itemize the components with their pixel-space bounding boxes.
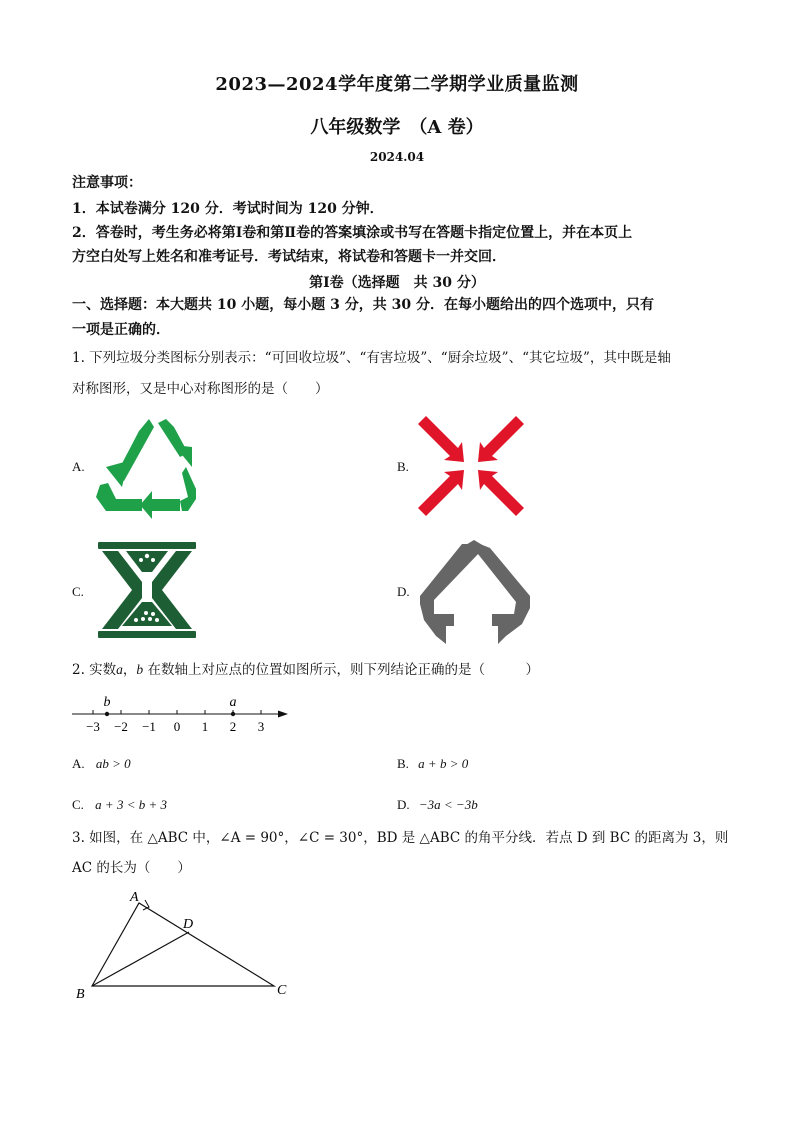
q2-var-b: b [136, 662, 144, 677]
number-line-tick-label: 3 [257, 719, 265, 734]
vertex-b-label: B [76, 987, 85, 1002]
q2-option-a: A. ab > 0 [72, 756, 131, 771]
q1-option-d-label: D. [397, 584, 410, 599]
notes-item-2-line-2: 方空白处写上姓名和准考证号．考试结束，将试卷和答题卡一并交回． [72, 249, 506, 265]
q2-var-a: a [116, 662, 123, 677]
number-line-tick-label: 1 [201, 719, 209, 734]
triangle-abc [92, 903, 274, 986]
section-title: 第Ⅰ卷（选择题 共 30 分） [309, 275, 485, 291]
vertex-a-label: A [130, 890, 139, 905]
number-line-tick-label: 2 [229, 719, 237, 734]
q2-number-line [70, 692, 292, 740]
recycle-triangle-icon [92, 415, 204, 519]
number-line-point-a [231, 712, 235, 716]
notes-item-2-line-1: 2．答卷时，考生务必将第Ⅰ卷和第Ⅱ卷的答案填涂或书写在答题卡指定位置上，并在本页上 [72, 225, 633, 241]
q3-stem-line-2: AC 的长为（ ） [72, 860, 191, 876]
four-arrows-inward-icon [418, 416, 524, 516]
q2-option-c: C. a + 3 < b + 3 [72, 797, 167, 812]
q2-option-d: D. −3a < −3b [397, 797, 478, 812]
bisector-bd [92, 932, 189, 986]
notes-item-1: 1．本试卷满分 120 分．考试时间为 120 分钟． [72, 201, 384, 217]
section-instruction-line-2: 一项是正确的． [72, 322, 170, 338]
number-line-tick-label: −3 [86, 719, 100, 734]
number-line-arrowhead [278, 711, 288, 718]
number-line-tick-label: −2 [114, 719, 128, 734]
q2-stem: 2. 实数a，b 在数轴上对应点的位置如图所示，则下列结论正确的是（ ） [72, 662, 539, 678]
point-d-label: D [183, 917, 194, 932]
q1-stem-line-2: 对称图形，又是中心对称图形的是（ ） [72, 381, 329, 397]
exam-title: 2023—2024学年度第二学期学业质量监测 [215, 74, 579, 95]
q1-option-a-label: A. [72, 459, 85, 474]
q3-stem-line-1: 3. 如图，在 △ABC 中，∠A = 90°，∠C = 30°，BD 是 △ABC 的角平分线．若点 D 到 BC 的距离为 3，则 [72, 830, 729, 846]
folded-arrow-icon [418, 540, 532, 644]
number-line-point-a-label: a [229, 695, 237, 710]
exam-subtitle: 八年级数学 （A 卷） [310, 117, 484, 138]
q1-option-b-label: B. [397, 459, 409, 474]
q1-option-c-label: C. [72, 584, 84, 599]
number-line-point-b-label: b [103, 695, 111, 710]
q3-triangle-figure [70, 886, 300, 1004]
exam-date: 2024.04 [369, 150, 425, 164]
number-line-tick-label: 0 [173, 719, 181, 734]
hourglass-icon [96, 542, 198, 638]
section-instruction-line-1: 一、选择题：本大题共 10 小题，每小题 3 分，共 30 分．在每小题给出的四个选项中，只有 [72, 297, 654, 313]
number-line-tick-label: −1 [142, 719, 156, 734]
q1-stem-line-1: 1. 下列垃圾分类图标分别表示：“可回收垃圾”、“有害垃圾”、“厨余垃圾”、“其它垃圾”，其中既是轴 [72, 350, 671, 366]
notes-heading: 注意事项： [72, 175, 142, 191]
q2-option-b: B. a + b > 0 [397, 756, 469, 771]
number-line-point-b [105, 712, 109, 716]
vertex-c-label: C [277, 983, 287, 998]
